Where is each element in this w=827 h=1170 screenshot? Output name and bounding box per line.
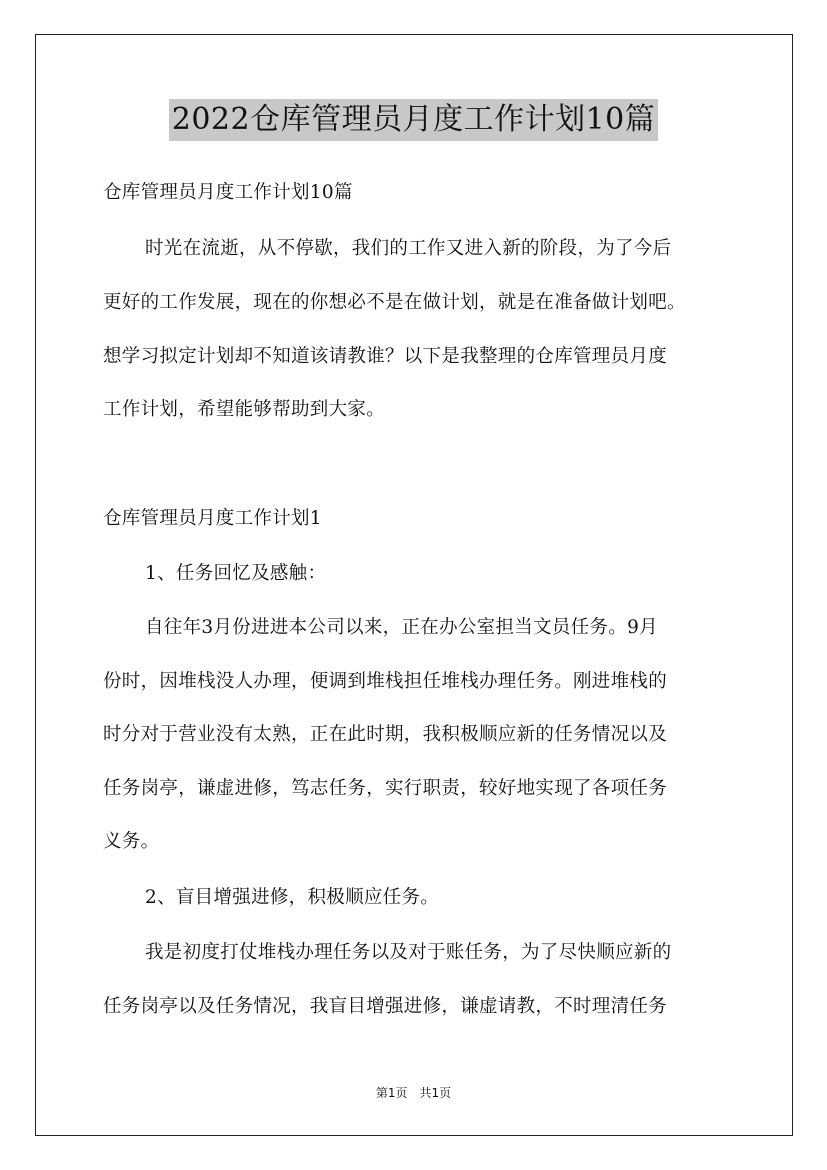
paragraph-line: 份时，因堆栈没人办理，便调到堆栈担任堆栈办理任务。刚进堆栈的	[103, 671, 668, 692]
paragraph-line: 自往年3月份进进本公司以来，正在办公室担当文员任务。9月	[145, 617, 658, 638]
paragraph-line: 时分对于营业没有太熟，正在此时期，我积极顺应新的任务情况以及	[103, 724, 668, 745]
section-heading: 仓库管理员月度工作计划10篇	[103, 182, 353, 203]
paragraph-line: 想学习拟定计划却不知道该请教谁？以下是我整理的仓库管理员月度	[103, 346, 668, 367]
paragraph-line: 更好的工作发展，现在的你想必不是在做计划，就是在准备做计划吧。	[103, 292, 686, 313]
list-heading: 2、盲目增强进修，积极顺应任务。	[145, 887, 440, 908]
paragraph-line: 时光在流逝，从不停歇，我们的工作又进入新的阶段，为了今后	[145, 238, 672, 259]
paragraph-line: 任务岗亭以及任务情况，我盲目增强进修，谦虚请教，不时理清任务	[103, 996, 668, 1017]
document-title: 2022仓库管理员月度工作计划10篇	[169, 99, 659, 141]
section-heading: 仓库管理员月度工作计划1	[103, 508, 322, 529]
title-container	[0, 99, 827, 141]
list-heading: 1、任务回忆及感触：	[145, 563, 327, 584]
paragraph-line: 任务岗亭，谦虚进修，笃志任务，实行职责，较好地实现了各项任务	[103, 778, 668, 799]
page-number-footer: 第1页 共1页	[375, 1086, 452, 1100]
paragraph-line: 义务。	[103, 831, 160, 852]
paragraph-line: 工作计划，希望能够帮助到大家。	[103, 399, 386, 420]
paragraph-line: 我是初度打仗堆栈办理任务以及对于账任务，为了尽快顺应新的	[145, 942, 672, 963]
